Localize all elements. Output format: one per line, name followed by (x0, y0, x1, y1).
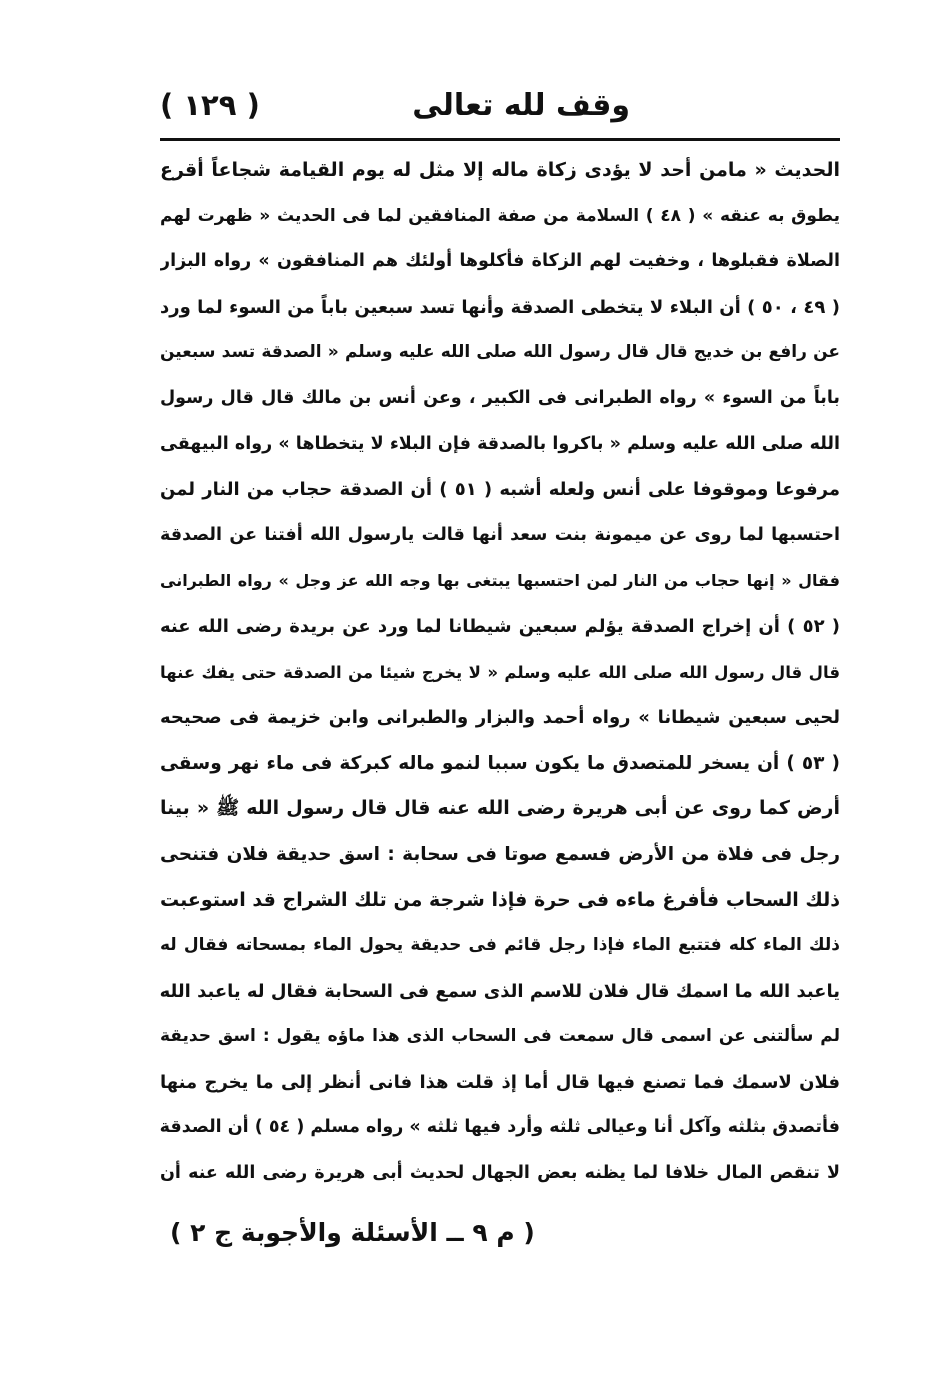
text-line: ياعبد الله ما اسمك قال فلان للاسم الذى سمع فى السحابة فقال له ياعبد الله (160, 980, 840, 1002)
text-line: باباً من السوء » رواه الطبرانى فى الكبير ، وعن أنس بن مالك قال قال رسول (160, 387, 840, 408)
text-line: عن رافع بن خديج قال قال رسول الله صلى الله عليه وسلم « الصدقة تسد سبعين (160, 342, 840, 363)
text-line: لم سألتنى عن اسمى قال سمعت فى السحاب الذى هذا ماؤه يقول : اسق حديقة (160, 1026, 840, 1047)
page-number: ( ١٢٩ ) (160, 88, 260, 122)
text-line: قال قال رسول الله صلى الله عليه وسلم « لا يخرج شيئا من الصدقة حتى يفك عنها (160, 662, 840, 682)
text-line: الله صلى الله عليه وسلم « باكروا بالصدقة فإن البلاء لا يتخطاها » رواه البيهقى (160, 433, 840, 454)
text-line: فلان لاسمك فما تصنع فيها قال أما إذ قلت هذا فانى أنظر إلى ما يخرج منها (160, 1071, 840, 1093)
text-line: الصلاة فقبلوها ، وخفيت لهم الزكاة فأكلوها أولئك هم المنافقون » رواه البزار (160, 251, 840, 272)
body-text (160, 148, 840, 1197)
text-line: لا تنقص المال خلافا لما يظنه بعض الجهال لحديث أبى هريرة رضى الله عنه أن (160, 1163, 840, 1184)
running-title: وقف لله تعالى (412, 88, 630, 123)
text-line: مرفوعا وموقوفا على أنس ولعله أشبه ( ٥١ ) أن الصدقة حجاب من النار لمن (160, 479, 840, 501)
text-line: ذلك الماء كله فتتبع الماء فإذا رجل قائم فى حديقة يحول الماء بمسحاته فقال له (160, 935, 840, 956)
text-line: لحيى سبعين شيطانا » رواه أحمد والبزار والطبرانى وابن خزيمة فى صحيحه (160, 707, 840, 729)
header-rule (160, 138, 840, 141)
text-line: يطوق به عنقه » ( ٤٨ ) السلامة من صفة المنافقين لما فى الحديث « ظهرت لهم (160, 205, 840, 226)
text-line: أرض كما روى عن أبى هريرة رضى الله عنه قال قال رسول الله ﷺ « بينا (160, 797, 840, 820)
text-line: فأتصدق بثلثه وآكل أنا وعيالى ثلثه وأرد فيها ثلثه » رواه مسلم ( ٥٤ ) أن الصدقة (160, 1117, 840, 1138)
text-line: رجل فى فلاة من الأرض فسمع صوتا فى سحابة : اسق حديقة فلان فتنحى (160, 843, 840, 865)
text-line: ( ٤٩ ، ٥٠ ) أن البلاء لا يتخطى الصدقة وأنها تسد سبعين باباً من السوء لما ورد (160, 296, 840, 318)
text-line: فقال « إنها حجاب من النار لمن احتسبها يبتغى بها وجه الله عز وجل » رواه الطبرانى (160, 571, 840, 591)
text-line: احتسبها لما روى عن ميمونة بنت سعد أنها قالت يارسول الله أفتنا عن الصدقة (160, 524, 840, 545)
text-line: ( ٥٢ ) أن إخراج الصدقة يؤلم سبعين شيطانا لما ورد عن بريدة رضى الله عنه (160, 615, 840, 637)
text-line: ( ٥٣ ) أن يسخر للمتصدق ما يكون سببا لنمو ماله كبركة فى ماء نهر وسقى (160, 752, 840, 774)
text-line: الحديث « مامن أحد لا يؤدى زكاة ماله إلا مثل له يوم القيامة شجاعاً أقرع (160, 159, 840, 181)
text-line: ذلك السحاب فأفرغ ماءه فى حرة فإذا شرجة من تلك الشراج قد استوعبت (160, 888, 840, 911)
signature-mark: ( م ٩ ــ الأسئلة والأجوبة ج ٢ ) (170, 1218, 535, 1247)
page-header (160, 88, 835, 132)
